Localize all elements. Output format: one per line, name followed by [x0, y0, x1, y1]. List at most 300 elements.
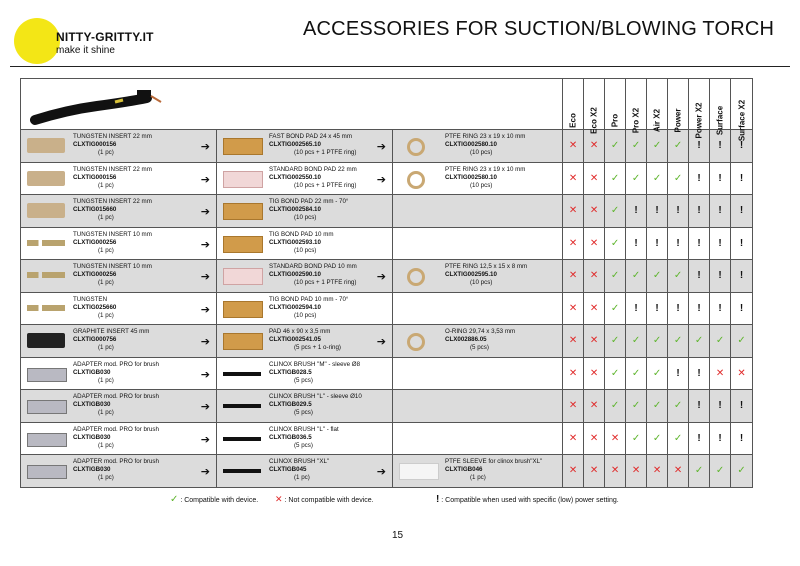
torch-image-cell [21, 79, 563, 130]
arrow-right-icon: ➔ [200, 206, 210, 219]
accessory-item [21, 358, 216, 389]
accessory-item [393, 130, 562, 161]
accessory-cell [217, 390, 393, 423]
cross-icon: ✕ [584, 422, 605, 455]
accessory-item [393, 455, 562, 486]
accessory-name: TUNGSTEN INSERT 22 mm [73, 198, 152, 206]
accessory-name: CLINOX BRUSH "L" - flat [269, 425, 339, 433]
check-icon: ✓ [605, 195, 626, 228]
arrow-right-icon: ➔ [376, 271, 386, 284]
accessory-cell [393, 130, 563, 163]
check-icon: ✓ [668, 130, 689, 163]
brush-icon [223, 437, 261, 441]
check-icon: ✓ [626, 325, 647, 358]
exclamation-icon: ! [710, 162, 731, 195]
accessory-item [217, 390, 392, 421]
accessory-item [21, 130, 216, 161]
exclamation-icon: ! [731, 130, 753, 163]
check-icon: ✓ [647, 130, 668, 163]
accessory-code: CLXTIG002580.10 [445, 173, 497, 181]
accessory-name: CLINOX BRUSH "M" - sleeve Ø8 [269, 360, 361, 368]
cross-icon: ✕ [563, 357, 584, 390]
accessory-item [393, 325, 562, 356]
accessory-cell [21, 422, 217, 455]
exclamation-icon: ! [626, 292, 647, 325]
brush-icon [223, 372, 261, 376]
arrow-right-icon: ➔ [200, 238, 210, 251]
exclamation-icon: ! [710, 260, 731, 293]
legend-no: ✕ : Not compatible with device. [275, 494, 374, 504]
accessory-name: ADAPTER mod. PRO for brush [73, 458, 159, 466]
accessory-name: FAST BOND PAD 24 x 45 mm [269, 133, 352, 141]
accessory-code: CLXTIG002594.10 [269, 303, 321, 311]
accessory-code: CLXTIG002590.10 [269, 271, 321, 279]
torch-icon [27, 80, 177, 128]
check-icon: ✓ [626, 130, 647, 163]
accessory-cell [21, 357, 217, 390]
cross-icon: ✕ [584, 292, 605, 325]
accessory-qty: (1 pc) [294, 474, 310, 482]
cross-icon: ✕ [605, 422, 626, 455]
check-icon: ✓ [710, 325, 731, 358]
exclamation-icon: ! [689, 357, 710, 390]
cross-icon: ✕ [731, 357, 753, 390]
accessory-item [217, 195, 392, 226]
accessory-cell [217, 292, 393, 325]
cross-icon: ✕ [605, 455, 626, 488]
ptfe-sleeve-icon [399, 463, 439, 480]
accessory-qty: (5 pcs + 1 o-ring) [294, 344, 341, 352]
page-title: ACCESSORIES FOR SUCTION/BLOWING TORCH [303, 18, 775, 40]
accessory-name: TIG BOND PAD 22 mm - 70° [269, 198, 349, 206]
accessory-code: CLXTIG000756 [73, 336, 117, 344]
accessory-item [21, 228, 216, 259]
accessory-item [217, 163, 392, 194]
check-icon: ✓ [647, 422, 668, 455]
accessory-code: CLXTIG002565.10 [269, 141, 321, 149]
cross-icon: ✕ [584, 162, 605, 195]
accessory-item [217, 260, 392, 291]
exclamation-icon: ! [689, 422, 710, 455]
exclamation-icon: ! [731, 260, 753, 293]
accessory-qty: (1 pc) [98, 474, 114, 482]
accessory-qty: (10 pcs) [470, 279, 493, 287]
exclamation-icon: ! [668, 227, 689, 260]
accessory-item [217, 228, 392, 259]
accessory-code: CLXTIGB030 [73, 368, 111, 376]
arrow-right-icon: ➔ [376, 466, 386, 479]
accessory-code: CLXTIG002584.10 [269, 206, 321, 214]
check-icon: ✓ [668, 390, 689, 423]
ptfe-ring-icon [407, 138, 425, 156]
accessory-name: PAD 46 x 90 x 3,5 mm [269, 328, 331, 336]
check-icon: ✓ [626, 260, 647, 293]
accessory-code: CLXTIGB046 [445, 466, 483, 474]
table-row [21, 455, 753, 488]
check-icon: ✓ [668, 260, 689, 293]
accessory-code: CLXTIGB030 [73, 401, 111, 409]
brush-icon [223, 404, 261, 408]
accessory-item [393, 260, 562, 291]
exclamation-icon: ! [668, 195, 689, 228]
accessory-cell [217, 325, 393, 358]
accessory-code: CLXTIG000156 [73, 141, 117, 149]
exclamation-icon: ! [731, 227, 753, 260]
accessory-cell [217, 357, 393, 390]
col-pro-x2: Pro X2 [626, 79, 647, 130]
ptfe-ring-icon [407, 171, 425, 189]
cross-icon: ✕ [584, 390, 605, 423]
accessory-name: TUNGSTEN INSERT 22 mm [73, 133, 152, 141]
bond-pad-icon [223, 301, 263, 318]
o-ring-icon [407, 333, 425, 351]
col-eco-x2: Eco X2 [584, 79, 605, 130]
accessory-item [21, 325, 216, 356]
exclamation-icon: ! [710, 390, 731, 423]
graphite-insert-icon [27, 333, 65, 348]
accessory-name: PTFE RING 23 x 19 x 10 mm [445, 133, 526, 141]
accessory-name: CLINOX BRUSH "XL" [269, 458, 330, 466]
cross-icon: ✕ [584, 195, 605, 228]
cross-icon: ✕ [584, 455, 605, 488]
brush-icon [223, 469, 261, 473]
accessory-name: PTFE RING 12,5 x 15 x 8 mm [445, 263, 528, 271]
accessory-cell [217, 227, 393, 260]
accessory-code: CLXTIG002595.10 [445, 271, 497, 279]
exclamation-icon: ! [647, 227, 668, 260]
cross-icon: ✕ [563, 227, 584, 260]
accessory-qty: (1 pc) [98, 149, 114, 157]
exclamation-icon: ! [689, 195, 710, 228]
table-row [21, 292, 753, 325]
tungsten-insert-icon [27, 272, 65, 278]
accessory-code: CLXTIG000156 [73, 173, 117, 181]
empty-cell [393, 195, 563, 228]
check-icon: ✓ [605, 260, 626, 293]
arrow-right-icon: ➔ [200, 401, 210, 414]
cross-icon: ✕ [584, 325, 605, 358]
exclamation-icon: ! [647, 195, 668, 228]
accessory-item [217, 293, 392, 324]
adapter-icon [27, 368, 67, 382]
bond-pad-icon [223, 236, 263, 253]
cross-icon: ✕ [563, 455, 584, 488]
accessory-cell [21, 390, 217, 423]
cross-icon: ✕ [563, 260, 584, 293]
accessory-item [393, 163, 562, 194]
accessory-code: CLXTIGB028.5 [269, 368, 312, 376]
accessory-name: TUNGSTEN INSERT 10 mm [73, 263, 152, 271]
check-icon: ✓ [170, 494, 179, 505]
cross-icon: ✕ [563, 195, 584, 228]
accessory-cell [21, 455, 217, 488]
cross-icon: ✕ [626, 455, 647, 488]
col-power-x2: Power X2 [689, 79, 710, 130]
accessory-code: CLXTIG002580.10 [445, 141, 497, 149]
check-icon: ✓ [668, 325, 689, 358]
empty-cell [393, 422, 563, 455]
accessory-qty: (1 pc) [98, 311, 114, 319]
accessory-name: PTFE SLEEVE for clinox brush"XL" [445, 458, 543, 466]
accessory-name: TUNGSTEN [73, 295, 108, 303]
accessory-code: CLXTIG002550.10 [269, 173, 321, 181]
check-icon: ✓ [731, 455, 753, 488]
cross-icon: ✕ [710, 357, 731, 390]
bond-pad-icon [223, 171, 263, 188]
brand-tagline: make it shine [56, 45, 115, 56]
accessory-name: GRAPHITE INSERT 45 mm [73, 328, 150, 336]
cross-icon: ✕ [563, 292, 584, 325]
accessory-qty: (10 pcs + 1 PTFE ring) [294, 279, 357, 287]
col-surface: Surface [710, 79, 731, 130]
exclamation-icon: ! [689, 260, 710, 293]
check-icon: ✓ [605, 162, 626, 195]
accessory-cell [21, 162, 217, 195]
accessory-qty: (10 pcs) [294, 311, 317, 319]
check-icon: ✓ [647, 390, 668, 423]
arrow-right-icon: ➔ [200, 368, 210, 381]
check-icon: ✓ [605, 130, 626, 163]
table-row [21, 162, 753, 195]
accessory-name: TIG BOND PAD 10 mm - 70° [269, 295, 349, 303]
bond-pad-icon [223, 203, 263, 220]
accessory-item [21, 163, 216, 194]
check-icon: ✓ [668, 162, 689, 195]
cross-icon: ✕ [563, 390, 584, 423]
empty-cell [393, 357, 563, 390]
accessory-qty: (10 pcs) [294, 246, 317, 254]
accessory-name: TIG BOND PAD 10 mm [269, 230, 334, 238]
accessory-qty: (10 pcs + 1 PTFE ring) [294, 149, 357, 157]
accessory-cell [393, 260, 563, 293]
cross-icon: ✕ [563, 162, 584, 195]
accessory-qty: (10 pcs + 1 PTFE ring) [294, 181, 357, 189]
table-row [21, 195, 753, 228]
col-eco: Eco [563, 79, 584, 130]
accessory-name: PTFE RING 23 x 19 x 10 mm [445, 165, 526, 173]
accessory-qty: (1 pc) [98, 279, 114, 287]
check-icon: ✓ [626, 162, 647, 195]
arrow-right-icon: ➔ [200, 141, 210, 154]
accessory-code: CLXTIG002593.10 [269, 238, 321, 246]
tungsten-insert-icon [27, 240, 65, 246]
check-icon: ✓ [710, 455, 731, 488]
exclamation-icon: ! [710, 195, 731, 228]
legend-ok: ✓ : Compatible with device. [170, 494, 259, 505]
tungsten-insert-icon [27, 305, 65, 311]
accessory-item [21, 260, 216, 291]
check-icon: ✓ [626, 390, 647, 423]
table-row [21, 227, 753, 260]
cross-icon: ✕ [584, 357, 605, 390]
arrow-right-icon: ➔ [200, 336, 210, 349]
cross-icon: ✕ [584, 260, 605, 293]
check-icon: ✓ [605, 227, 626, 260]
accessory-code: CLXTIG000256 [73, 238, 117, 246]
accessory-cell [217, 130, 393, 163]
exclamation-icon: ! [731, 162, 753, 195]
accessory-code: CLXTIGB030 [73, 433, 111, 441]
check-icon: ✓ [605, 357, 626, 390]
check-icon: ✓ [668, 422, 689, 455]
table-row [21, 130, 753, 163]
exclamation-icon: ! [710, 130, 731, 163]
accessory-name: ADAPTER mod. PRO for brush [73, 393, 159, 401]
check-icon: ✓ [626, 422, 647, 455]
check-icon: ✓ [647, 162, 668, 195]
accessory-cell [21, 325, 217, 358]
accessory-code: CLX002886.05 [445, 336, 487, 344]
col-air-x2: Air X2 [647, 79, 668, 130]
accessory-item [21, 293, 216, 324]
exclamation-icon: ! [436, 494, 440, 505]
cross-icon: ✕ [668, 455, 689, 488]
table-row [21, 357, 753, 390]
table-row [21, 260, 753, 293]
accessory-cell [217, 260, 393, 293]
arrow-right-icon: ➔ [200, 466, 210, 479]
exclamation-icon: ! [689, 130, 710, 163]
exclamation-icon: ! [731, 422, 753, 455]
accessory-cell [21, 292, 217, 325]
exclamation-icon: ! [731, 292, 753, 325]
accessory-item [21, 390, 216, 421]
exclamation-icon: ! [689, 227, 710, 260]
table-row [21, 390, 753, 423]
legend-warn: ! : Compatible when used with specific (low) power setting. [436, 494, 619, 505]
check-icon: ✓ [731, 325, 753, 358]
check-icon: ✓ [605, 292, 626, 325]
accessory-name: CLINOX BRUSH "L" - sleeve Ø10 [269, 393, 362, 401]
cross-icon: ✕ [563, 130, 584, 163]
cross-icon: ✕ [563, 422, 584, 455]
header-divider [10, 66, 790, 67]
accessory-item [21, 455, 216, 486]
bond-pad-icon [223, 138, 263, 155]
accessory-name: STANDARD BOND PAD 10 mm [269, 263, 357, 271]
check-icon: ✓ [689, 455, 710, 488]
col-pro: Pro [605, 79, 626, 130]
check-icon: ✓ [647, 357, 668, 390]
accessory-cell [393, 455, 563, 488]
accessory-item [217, 325, 392, 356]
accessory-cell [217, 195, 393, 228]
accessory-name: STANDARD BOND PAD 22 mm [269, 165, 357, 173]
exclamation-icon: ! [689, 162, 710, 195]
logo-mark-icon [14, 18, 60, 64]
accessory-name: O-RING 29,74 x 3,53 mm [445, 328, 516, 336]
ptfe-ring-icon [407, 268, 425, 286]
accessory-code: CLXTIGB036.5 [269, 433, 312, 441]
check-icon: ✓ [689, 325, 710, 358]
table-row [21, 325, 753, 358]
accessory-name: TUNGSTEN INSERT 22 mm [73, 165, 152, 173]
arrow-right-icon: ➔ [200, 271, 210, 284]
col-power: Power [668, 79, 689, 130]
accessory-cell [393, 325, 563, 358]
col-surface-x2: Surface X2 [731, 79, 753, 130]
arrow-right-icon: ➔ [376, 173, 386, 186]
accessories-table [20, 78, 753, 488]
accessory-qty: (5 pcs) [470, 344, 489, 352]
accessory-qty: (5 pcs) [294, 441, 313, 449]
page-number: 15 [392, 530, 404, 541]
check-icon: ✓ [647, 325, 668, 358]
accessory-name: ADAPTER mod. PRO for brush [73, 360, 159, 368]
accessory-code: CLXTIG000256 [73, 271, 117, 279]
exclamation-icon: ! [710, 422, 731, 455]
adapter-icon [27, 433, 67, 447]
accessory-qty: (1 pc) [98, 376, 114, 384]
exclamation-icon: ! [626, 227, 647, 260]
exclamation-icon: ! [689, 292, 710, 325]
accessory-code: CLXTIGB045 [269, 466, 307, 474]
accessory-cell [217, 455, 393, 488]
exclamation-icon: ! [689, 390, 710, 423]
accessory-cell [21, 227, 217, 260]
cross-icon: ✕ [584, 130, 605, 163]
accessory-qty: (5 pcs) [294, 376, 313, 384]
accessory-cell [21, 260, 217, 293]
accessory-qty: (1 pc) [98, 441, 114, 449]
arrow-right-icon: ➔ [200, 303, 210, 316]
empty-cell [393, 227, 563, 260]
empty-cell [393, 292, 563, 325]
check-icon: ✓ [605, 390, 626, 423]
brand-name: NITTY-GRITTY.IT [56, 30, 154, 44]
check-icon: ✓ [647, 260, 668, 293]
bond-pad-icon [223, 268, 263, 285]
accessory-item [217, 358, 392, 389]
accessory-qty: (10 pcs) [470, 181, 493, 189]
accessory-item [217, 423, 392, 454]
accessory-qty: (10 pcs) [294, 214, 317, 222]
check-icon: ✓ [605, 325, 626, 358]
accessory-code: CLXTIG015660 [73, 206, 117, 214]
accessory-name: TUNGSTEN INSERT 10 mm [73, 230, 152, 238]
exclamation-icon: ! [710, 227, 731, 260]
arrow-right-icon: ➔ [376, 336, 386, 349]
accessory-item [217, 130, 392, 161]
accessory-cell [217, 162, 393, 195]
exclamation-icon: ! [647, 292, 668, 325]
exclamation-icon: ! [710, 292, 731, 325]
accessory-code: CLXTIGB030 [73, 466, 111, 474]
accessory-qty: (1 pc) [470, 474, 486, 482]
accessory-item [21, 423, 216, 454]
adapter-icon [27, 465, 67, 479]
accessory-cell [21, 195, 217, 228]
accessory-qty: (10 pcs) [470, 149, 493, 157]
tungsten-insert-icon [27, 203, 65, 218]
accessory-qty: (5 pcs) [294, 409, 313, 417]
arrow-right-icon: ➔ [200, 173, 210, 186]
empty-cell [393, 390, 563, 423]
cross-icon: ✕ [563, 325, 584, 358]
accessory-name: ADAPTER mod. PRO for brush [73, 425, 159, 433]
pad-icon [223, 333, 263, 350]
accessory-code: CLXTIGB029.5 [269, 401, 312, 409]
accessory-item [217, 455, 392, 486]
cross-icon: ✕ [275, 494, 283, 504]
cross-icon: ✕ [584, 227, 605, 260]
adapter-icon [27, 400, 67, 414]
tungsten-insert-icon [27, 138, 65, 153]
arrow-right-icon: ➔ [200, 433, 210, 446]
accessory-qty: (1 pc) [98, 409, 114, 417]
accessory-code: CLXTIG025660 [73, 303, 117, 311]
exclamation-icon: ! [731, 390, 753, 423]
